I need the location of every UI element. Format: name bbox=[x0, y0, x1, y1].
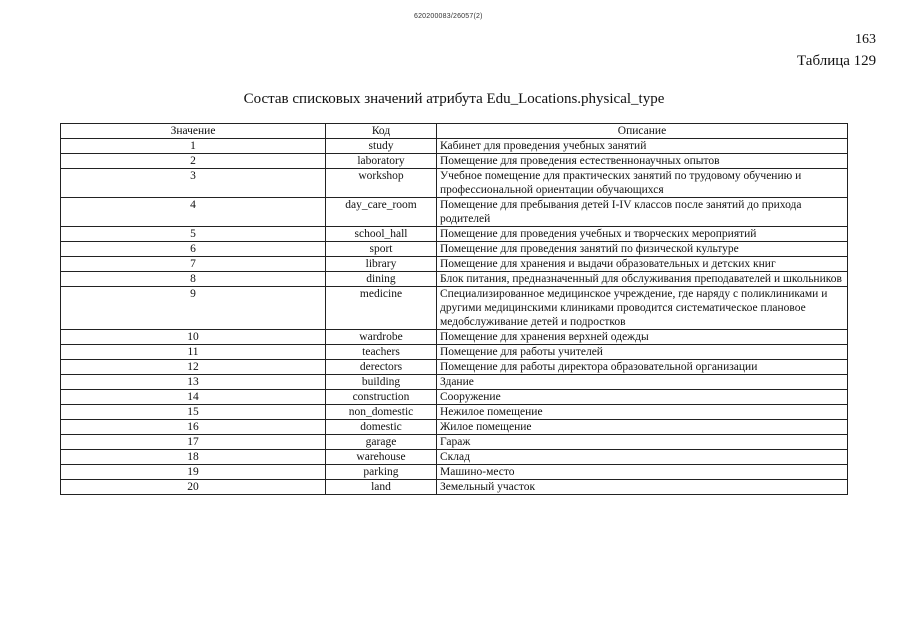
column-header-description: Описание bbox=[437, 124, 848, 139]
column-header-code: Код bbox=[326, 124, 437, 139]
cell-value: 5 bbox=[61, 227, 326, 242]
table-row bbox=[61, 257, 848, 272]
table-row bbox=[61, 330, 848, 345]
attribute-values-table bbox=[60, 123, 848, 495]
cell-description: Помещение для работы директора образовательной организации bbox=[437, 360, 848, 375]
cell-code: domestic bbox=[326, 420, 437, 435]
cell-code: sport bbox=[326, 242, 437, 257]
cell-code: warehouse bbox=[326, 450, 437, 465]
cell-description: Помещение для пребывания детей I-IV классов после занятий до прихода родителей bbox=[437, 198, 848, 227]
cell-description: Помещение для проведения занятий по физической культуре bbox=[437, 242, 848, 257]
cell-description: Помещение для хранения и выдачи образовательных и детских книг bbox=[437, 257, 848, 272]
table-row bbox=[61, 375, 848, 390]
cell-code: day_care_room bbox=[326, 198, 437, 227]
cell-code: non_domestic bbox=[326, 405, 437, 420]
cell-code: school_hall bbox=[326, 227, 437, 242]
cell-value: 14 bbox=[61, 390, 326, 405]
cell-value: 9 bbox=[61, 287, 326, 330]
table-row bbox=[61, 227, 848, 242]
table-row bbox=[61, 405, 848, 420]
cell-description: Кабинет для проведения учебных занятий bbox=[437, 139, 848, 154]
cell-description: Блок питания, предназначенный для обслуживания преподавателей и школьников bbox=[437, 272, 848, 287]
table-row bbox=[61, 198, 848, 227]
document-id: 620200083/26057(2) bbox=[414, 13, 483, 20]
table-header-row bbox=[61, 124, 848, 139]
page-number: 163 bbox=[855, 32, 876, 47]
table-caption-text: Состав списковых значений атрибута Edu_Locations.physical_type bbox=[243, 91, 665, 107]
cell-code: library bbox=[326, 257, 437, 272]
table-row bbox=[61, 465, 848, 480]
table-row bbox=[61, 435, 848, 450]
cell-code: study bbox=[326, 139, 437, 154]
cell-description: Помещение для проведения учебных и творческих мероприятий bbox=[437, 227, 848, 242]
cell-description: Специализированное медицинское учреждение, где наряду с поликлиниками и другими медицинскими клиниками проводится систематическое плановое медобслуживание детей и подростков bbox=[437, 287, 848, 330]
table-row bbox=[61, 345, 848, 360]
table-row bbox=[61, 450, 848, 465]
cell-code: laboratory bbox=[326, 154, 437, 169]
table-body bbox=[61, 139, 848, 495]
column-header-value: Значение bbox=[61, 124, 326, 139]
cell-value: 20 bbox=[61, 480, 326, 495]
cell-value: 12 bbox=[61, 360, 326, 375]
cell-value: 18 bbox=[61, 450, 326, 465]
cell-value: 15 bbox=[61, 405, 326, 420]
cell-description: Гараж bbox=[437, 435, 848, 450]
cell-value: 10 bbox=[61, 330, 326, 345]
cell-description: Здание bbox=[437, 375, 848, 390]
table-row bbox=[61, 480, 848, 495]
cell-code: workshop bbox=[326, 169, 437, 198]
cell-code: derectors bbox=[326, 360, 437, 375]
cell-value: 8 bbox=[61, 272, 326, 287]
cell-description: Помещение для проведения естественнонаучных опытов bbox=[437, 154, 848, 169]
cell-code: wardrobe bbox=[326, 330, 437, 345]
cell-value: 7 bbox=[61, 257, 326, 272]
cell-code: land bbox=[326, 480, 437, 495]
cell-value: 16 bbox=[61, 420, 326, 435]
cell-description: Земельный участок bbox=[437, 480, 848, 495]
table-row bbox=[61, 287, 848, 330]
table-row bbox=[61, 360, 848, 375]
cell-code: dining bbox=[326, 272, 437, 287]
cell-description: Машино-место bbox=[437, 465, 848, 480]
cell-value: 13 bbox=[61, 375, 326, 390]
table-caption bbox=[0, 91, 905, 108]
cell-code: teachers bbox=[326, 345, 437, 360]
cell-code: parking bbox=[326, 465, 437, 480]
cell-value: 6 bbox=[61, 242, 326, 257]
table-row bbox=[61, 169, 848, 198]
cell-description: Помещение для хранения верхней одежды bbox=[437, 330, 848, 345]
cell-code: building bbox=[326, 375, 437, 390]
cell-description: Жилое помещение bbox=[437, 420, 848, 435]
cell-description: Склад bbox=[437, 450, 848, 465]
cell-value: 3 bbox=[61, 169, 326, 198]
cell-value: 1 bbox=[61, 139, 326, 154]
cell-code: medicine bbox=[326, 287, 437, 330]
cell-description: Учебное помещение для практических занятий по трудовому обучению и профессиональной ориентации обучающихся bbox=[437, 169, 848, 198]
cell-description: Помещение для работы учителей bbox=[437, 345, 848, 360]
cell-code: construction bbox=[326, 390, 437, 405]
table-row bbox=[61, 242, 848, 257]
cell-description: Сооружение bbox=[437, 390, 848, 405]
cell-value: 11 bbox=[61, 345, 326, 360]
cell-value: 2 bbox=[61, 154, 326, 169]
cell-value: 4 bbox=[61, 198, 326, 227]
table-row bbox=[61, 272, 848, 287]
table-number: Таблица 129 bbox=[797, 53, 877, 69]
cell-value: 19 bbox=[61, 465, 326, 480]
cell-value: 17 bbox=[61, 435, 326, 450]
cell-code: garage bbox=[326, 435, 437, 450]
cell-description: Нежилое помещение bbox=[437, 405, 848, 420]
table-row bbox=[61, 390, 848, 405]
table-row bbox=[61, 154, 848, 169]
table-row bbox=[61, 420, 848, 435]
table-row bbox=[61, 139, 848, 154]
